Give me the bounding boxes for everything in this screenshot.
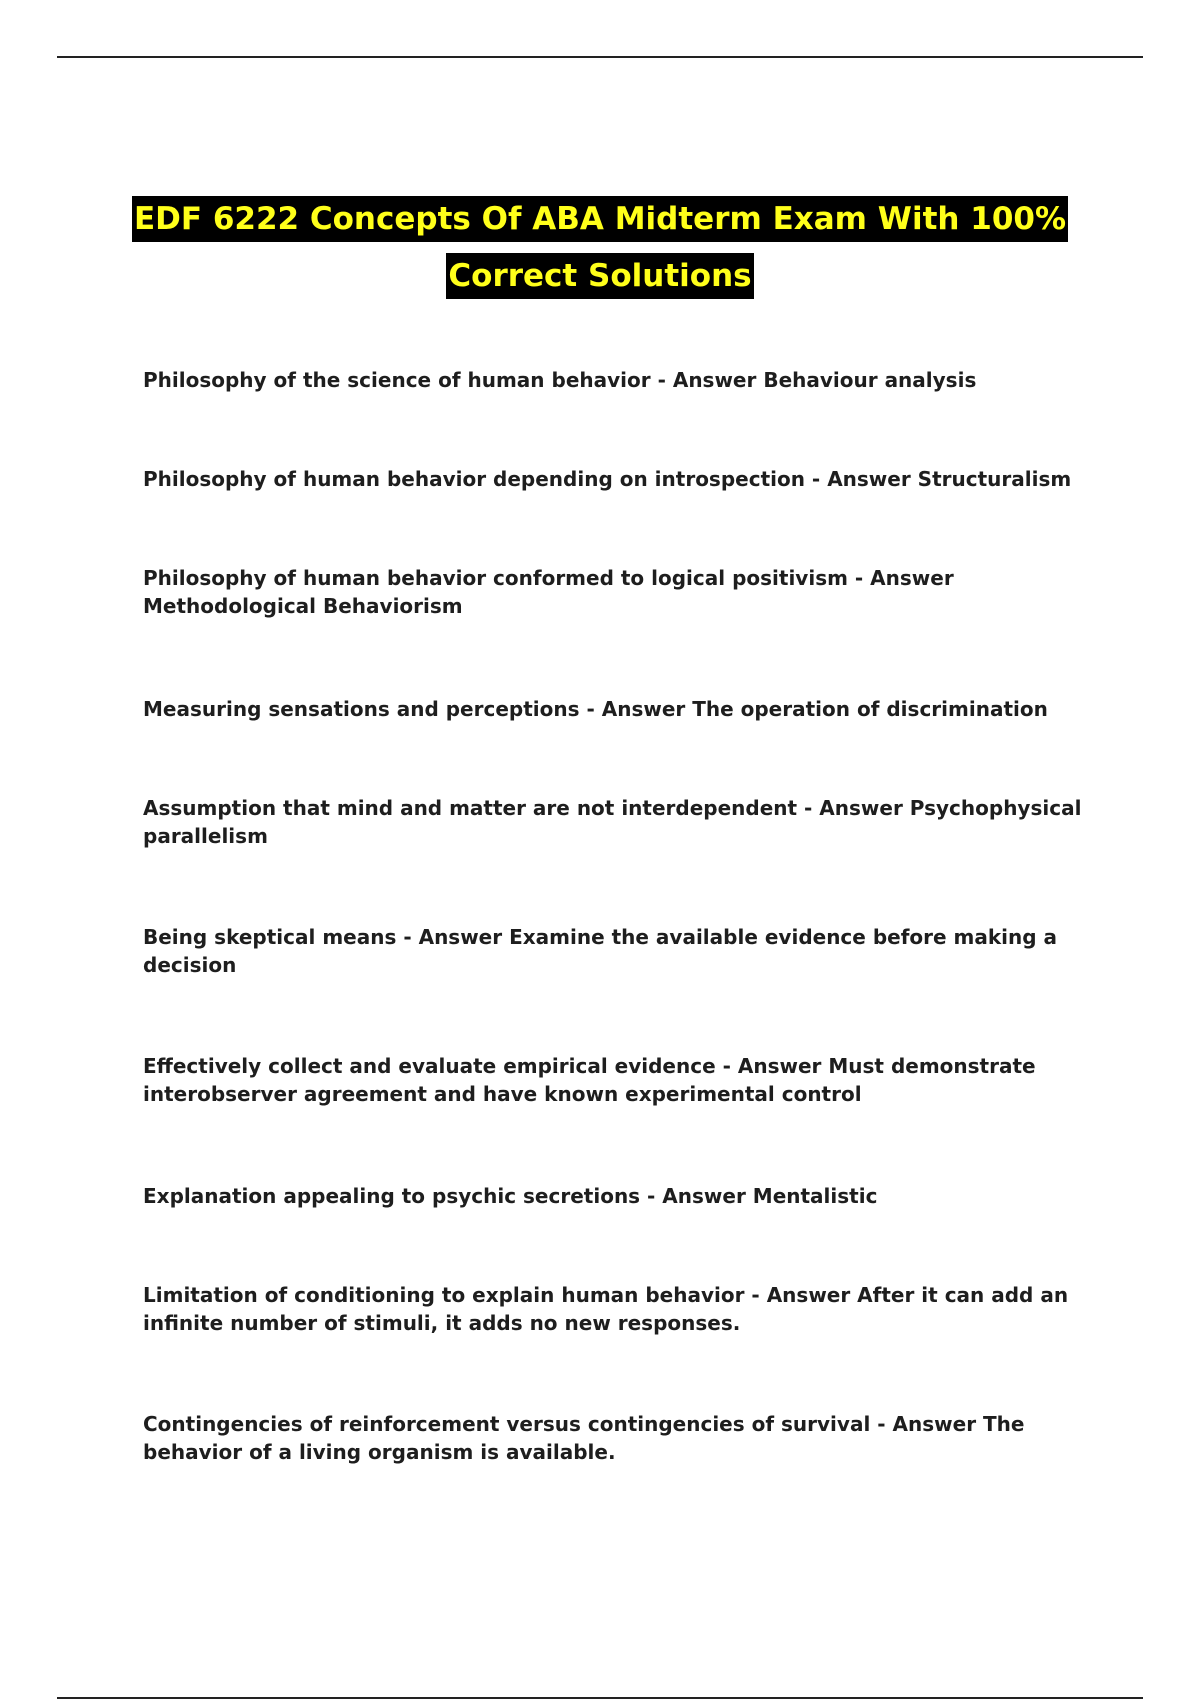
qa-item: Contingencies of reinforcement versus contingencies of survival - Answer The behavior of a living organism is available. [143,1412,1025,1464]
qa-item: Explanation appealing to psychic secretions - Answer Mentalistic [143,1184,878,1208]
qa-item: Being skeptical means - Answer Examine the available evidence before making a decision [143,925,1058,977]
title-line-1: EDF 6222 Concepts Of ABA Midterm Exam With 100% [132,196,1068,242]
qa-item: Assumption that mind and matter are not interdependent - Answer Psychophysical parallelism [143,796,1082,848]
bottom-divider [57,1697,1143,1699]
qa-item: Philosophy of human behavior conformed to logical positivism - Answer Methodological Behaviorism [143,566,954,618]
qa-item: Philosophy of the science of human behavior - Answer Behaviour analysis [143,368,977,392]
qa-item: Measuring sensations and perceptions - Answer The operation of discrimination [143,697,1048,721]
qa-item: Philosophy of human behavior depending on introspection - Answer Structuralism [143,467,1072,491]
title-line-2: Correct Solutions [446,253,753,299]
qa-item: Effectively collect and evaluate empirical evidence - Answer Must demonstrate interobserver agreement and have known experimental control [143,1054,1036,1106]
qa-item: Limitation of conditioning to explain human behavior - Answer After it can add an infinite number of stimuli, it adds no new responses. [143,1283,1069,1335]
document-title [100,193,1100,307]
top-divider [57,56,1143,58]
